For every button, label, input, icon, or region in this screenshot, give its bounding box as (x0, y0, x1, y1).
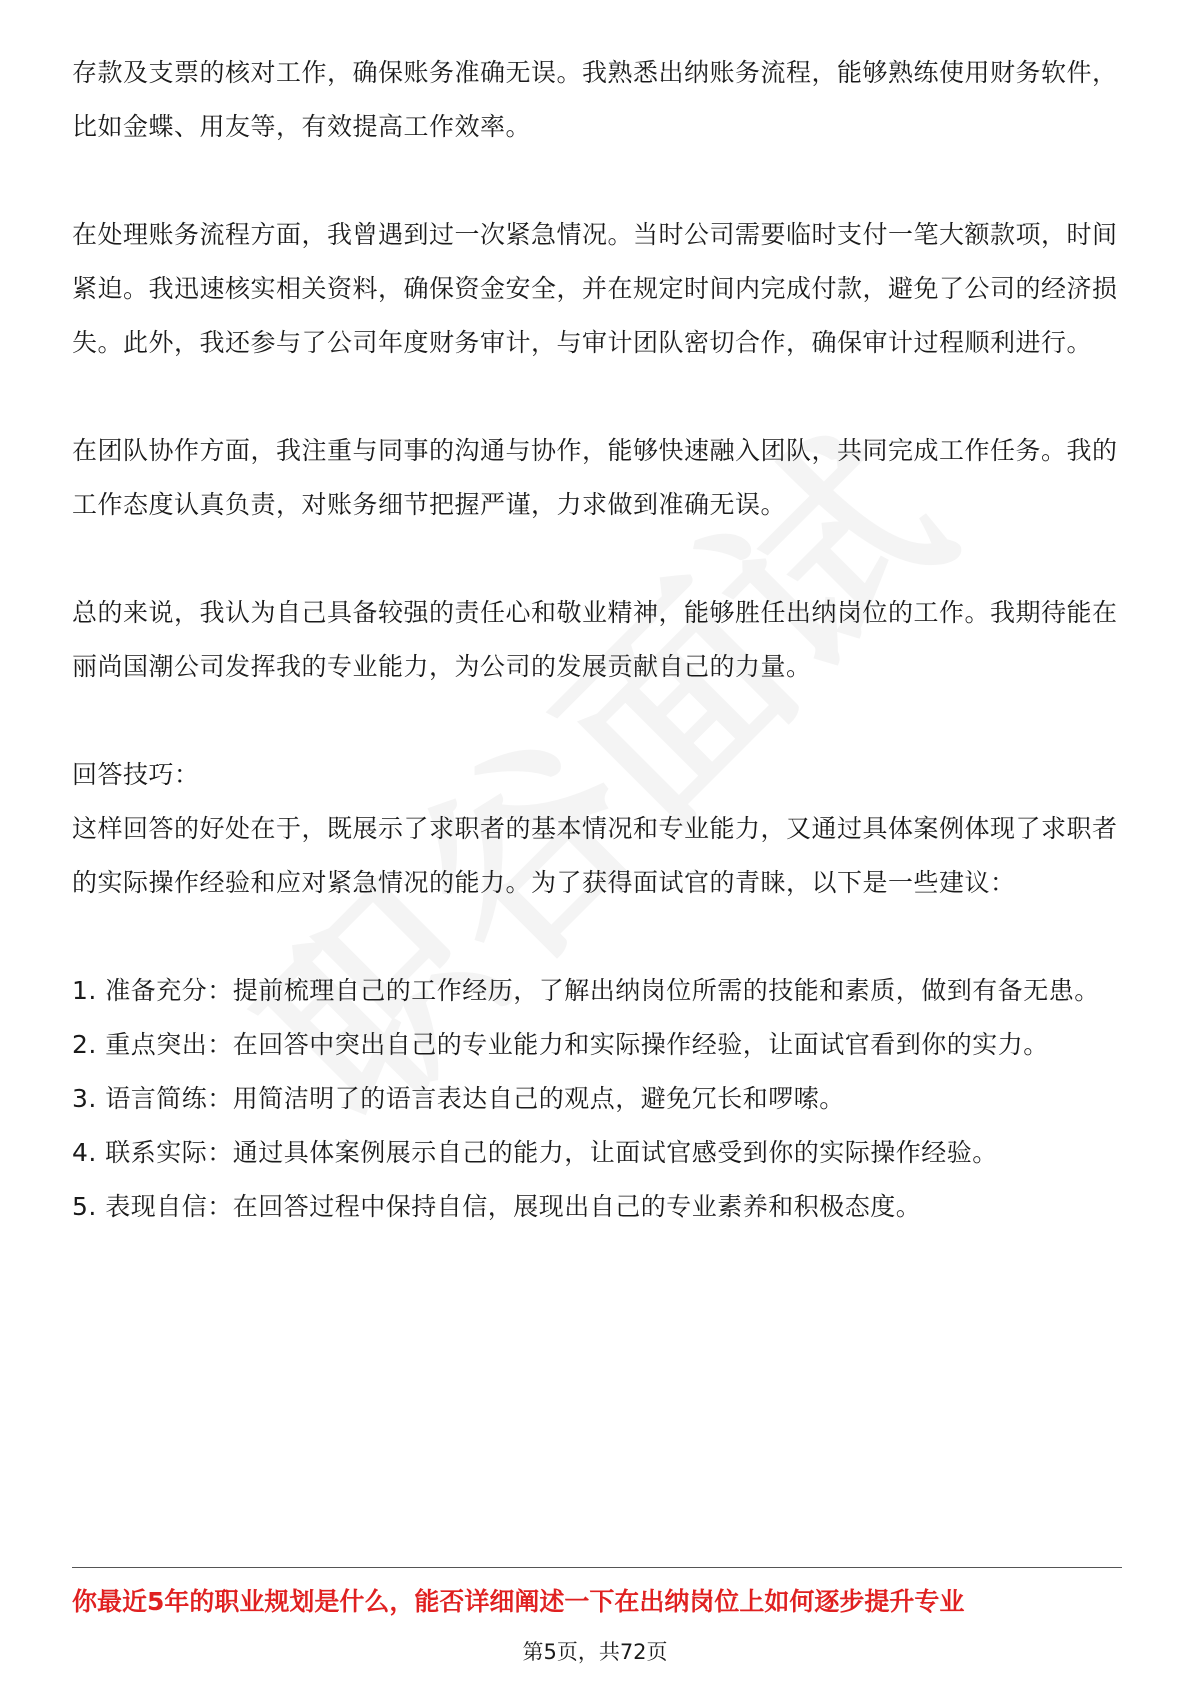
section-divider (72, 1567, 1122, 1568)
tips-heading: 回答技巧： (72, 760, 200, 789)
answer-paragraph-1: 存款及支票的核对工作，确保账务准确无误。我熟悉出纳账务流程，能够熟练使用财务软件，比如金蝶、用友等，有效提高工作效率。 (72, 58, 1118, 141)
next-question-heading: 你最近5年的职业规划是什么，能否详细阐述一下在出纳岗位上如何逐步提升专业 (72, 1587, 965, 1616)
answer-paragraph-3: 在团队协作方面，我注重与同事的沟通与协作，能够快速融入团队，共同完成工作任务。我的工作态度认真负责，对账务细节把握严谨，力求做到准确无误。 (72, 436, 1118, 519)
tips-section (72, 748, 1122, 1234)
tips-list-item: 5. 表现自信：在回答过程中保持自信，展现出自己的专业素养和积极态度。 (72, 1192, 922, 1221)
tips-list-item: 1. 准备充分：提前梳理自己的工作经历，了解出纳岗位所需的技能和素质，做到有备无患。 (72, 976, 1100, 1005)
tips-list-item: 3. 语言简练：用简洁明了的语言表达自己的观点，避免冗长和啰嗦。 (72, 1084, 845, 1113)
main-content (72, 46, 1122, 1234)
tips-list-item: 4. 联系实际：通过具体案例展示自己的能力，让面试官感受到你的实际操作经验。 (72, 1138, 998, 1167)
answer-paragraph-4: 总的来说，我认为自己具备较强的责任心和敬业精神，能够胜任出纳岗位的工作。我期待能在丽尚国潮公司发挥我的专业能力，为公司的发展贡献自己的力量。 (72, 598, 1118, 681)
tips-list-item: 2. 重点突出：在回答中突出自己的专业能力和实际操作经验，让面试官看到你的实力。 (72, 1030, 1049, 1059)
page-footer (0, 1637, 1190, 1667)
tips-intro: 这样回答的好处在于，既展示了求职者的基本情况和专业能力，又通过具体案例体现了求职者的实际操作经验和应对紧急情况的能力。为了获得面试官的青睐，以下是一些建议： (72, 814, 1118, 897)
page-number: 第5页，共72页 (522, 1640, 668, 1664)
tips-list (72, 964, 1122, 1234)
answer-paragraph-2: 在处理账务流程方面，我曾遇到过一次紧急情况。当时公司需要临时支付一笔大额款项，时间紧迫。我迅速核实相关资料，确保资金安全，并在规定时间内完成付款，避免了公司的经济损失。此外，我还参与了公司年度财务审计，与审计团队密切合作，确保审计过程顺利进行。 (72, 220, 1118, 357)
